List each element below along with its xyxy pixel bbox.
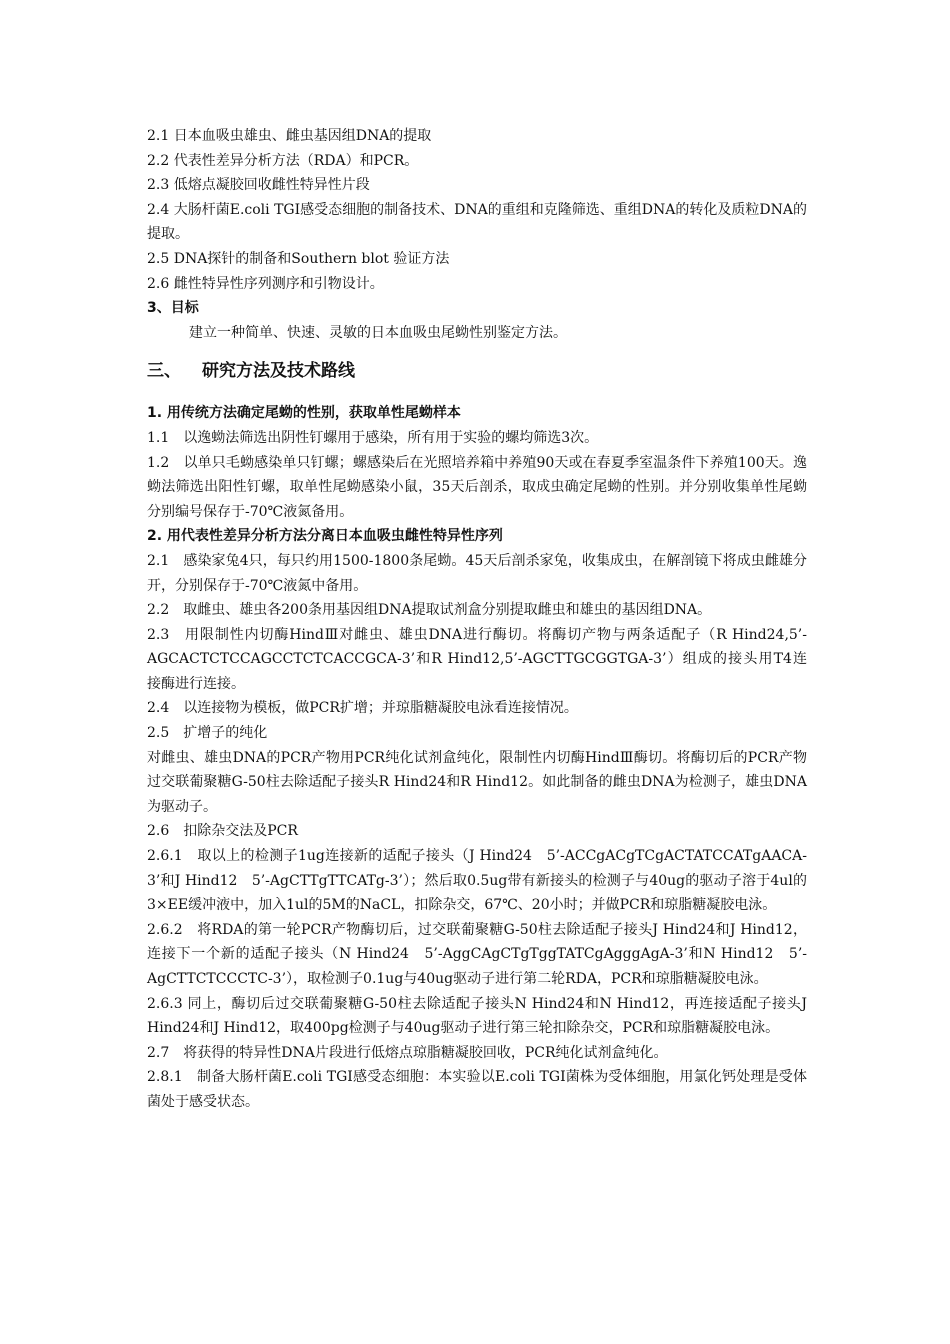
document-page [147, 124, 807, 1115]
list-item: 2.6 雌性特异性序列测序和引物设计。 [147, 275, 384, 292]
part2-item: 2.3 用限制性内切酶HindⅢ对雌虫、雄虫DNA进行酶切。将酶切产物与两条适配子（R Hind24,5’-AGCACTCTCCAGCCTCTCACCGCA-3’和R Hind12,5’-AGCTTGCGGTGA-3’）组成的接头用T4连接酶进行连接。 [147, 626, 807, 692]
section-number: 三、 [147, 361, 181, 382]
list-item: 2.4 大肠杆菌E.coli TGI感受态细胞的制备技术、DNA的重组和克隆筛选、重组DNA的转化及质粒DNA的提取。 [147, 201, 807, 243]
part2-item: 2.5 扩增子的纯化 [147, 725, 268, 742]
part2-item: 2.6 扣除杂交法及PCR [147, 823, 298, 840]
goal-text: 建立一种简单、快速、灵敏的日本血吸虫尾蚴性别鉴定方法。 [189, 324, 567, 341]
list-item: 2.1 日本血吸虫雄虫、雌虫基因组DNA的提取 [147, 128, 432, 144]
section-title [147, 359, 807, 383]
list-item: 2.5 DNA探针的制备和Southern blot 验证方法 [147, 250, 450, 267]
part1-item: 1.2 以单只毛蚴感染单只钉螺；螺感染后在光照培养箱中养殖90天或在春夏季室温条件下养殖100天。逸蚴法筛选出阳性钉螺，取单性尾蚴感染小鼠，35天后剖杀，取成虫确定尾蚴的性别。并分别收集单性尾蚴分别编号保存于-70℃液氮备用。 [147, 454, 807, 520]
part2-item: 2.7 将获得的特异性DNA片段进行低熔点琼脂糖凝胶回收，PCR纯化试剂盒纯化。 [147, 1044, 668, 1061]
part2-item: 2.6.2 将RDA的第一轮PCR产物酶切后，过交联葡聚糖G-50柱去除适配子接头J Hind24和J Hind12，连接下一个新的适配子接头（N Hind24 5’-AggCAgCTgTggTATCgAgggAgA-3’和N Hind12 5’-AgCTTCTCCCTC-3’），取检测子0.1ug与40ug驱动子进行第二轮RDA，PCR和琼脂糖凝胶电泳。 [147, 921, 807, 987]
part2-item: 对雌虫、雄虫DNA的PCR产物用PCR纯化试剂盒纯化，限制性内切酶HindⅢ酶切。将酶切后的PCR产物过交联葡聚糖G-50柱去除适配子接头R Hind24和R Hind12。如此制备的雌虫DNA为检测子，雄虫DNA为驱动子。 [147, 749, 807, 815]
part2-item: 2.4 以连接物为模板，做PCR扩增；并琼脂糖凝胶电泳看连接情况。 [147, 700, 578, 717]
part2-item: 2.8.1 制备大肠杆菌E.coli TGI感受态细胞：本实验以E.coli TGI菌株为受体细胞，用氯化钙处理是受体菌处于感受状态。 [147, 1069, 807, 1110]
part2-item: 2.6.3 同上，酶切后过交联葡聚糖G-50柱去除适配子接头N Hind24和N Hind12，再连接适配子接头J Hind24和J Hind12，取400pg检测子与40ug驱动子进行第三轮扣除杂交，PCR和琼脂糖凝胶电泳。 [147, 995, 807, 1037]
goal-heading: 3、目标 [147, 300, 199, 317]
part2-heading: 2. 用代表性差异分析方法分离日本血吸虫雌性特异性序列 [147, 528, 503, 545]
list-item: 2.3 低熔点凝胶回收雌性特异性片段 [147, 177, 370, 194]
part2-item: 2.6.1 取以上的检测子1ug连接新的适配子接头（J Hind24 5’-ACCgACgTCgACTATCCATgAACA-3’和J Hind12 5’-AgCTTgTTCATg-3’）；然后取0.5ug带有新接头的检测子与40ug的驱动子溶于4ul的3×EE缓冲液中，加入1ul的5M的NaCL，扣除杂交，67℃、20小时；并做PCR和琼脂糖凝胶电泳。 [147, 848, 807, 914]
part1-item: 1.1 以逸蚴法筛选出阴性钉螺用于感染，所有用于实验的螺均筛选3次。 [147, 429, 599, 446]
part2-item: 2.2 取雌虫、雄虫各200条用基因组DNA提取试剂盒分别提取雌虫和雄虫的基因组DNA。 [147, 602, 712, 619]
part1-heading: 1. 用传统方法确定尾蚴的性别，获取单性尾蚴样本 [147, 405, 461, 422]
list-item: 2.2 代表性差异分析方法（RDA）和PCR。 [147, 152, 419, 169]
section-title-text: 研究方法及技术路线 [202, 361, 355, 382]
part2-item: 2.1 感染家兔4只，每只约用1500-1800条尾蚴。45天后剖杀家兔，收集成虫，在解剖镜下将成虫雌雄分开，分别保存于-70℃液氮中备用。 [147, 552, 807, 594]
